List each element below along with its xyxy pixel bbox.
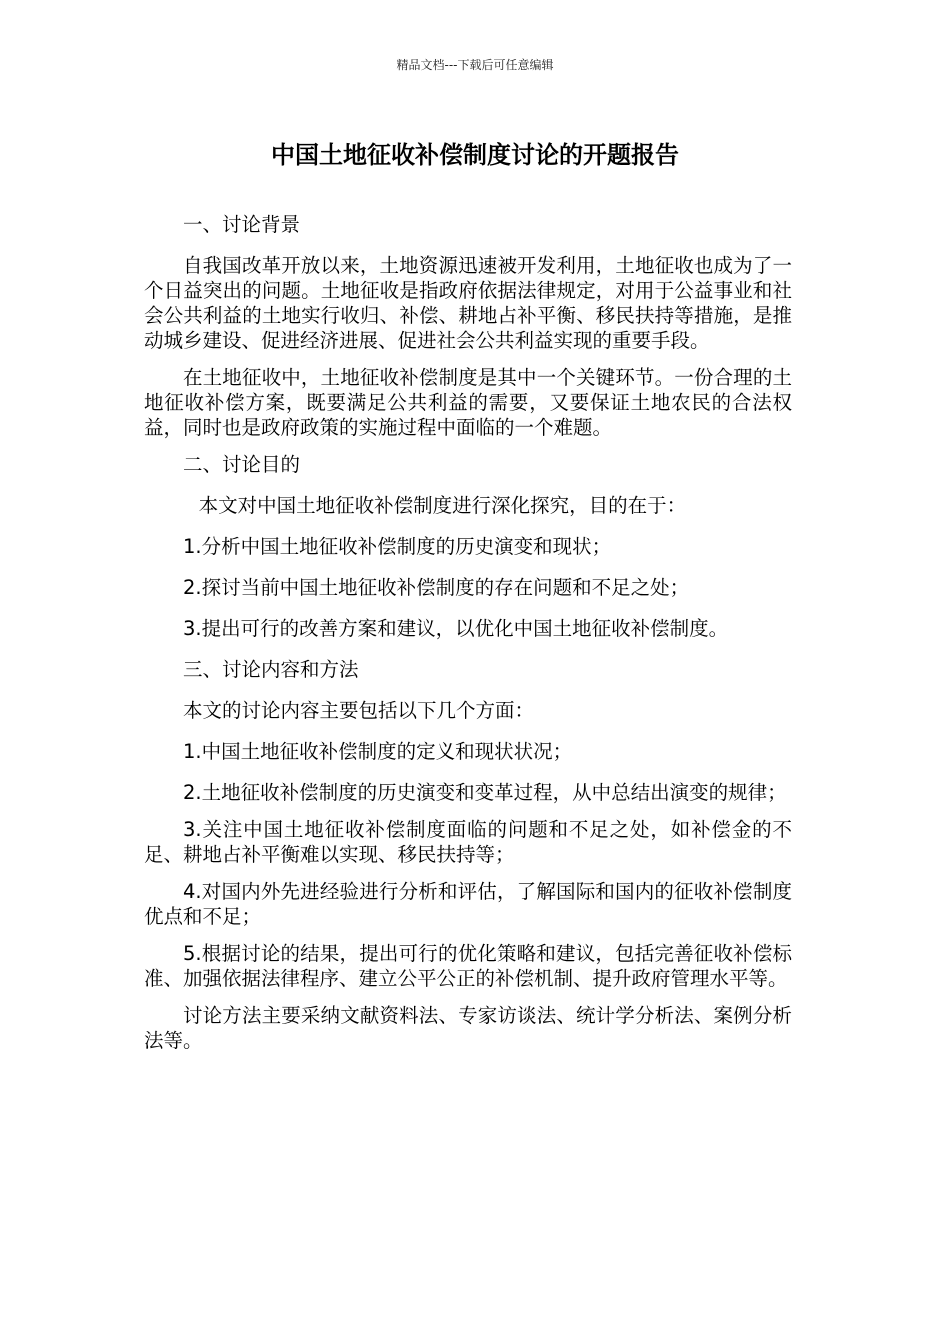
list-item: 1.分析中国土地征收补偿制度的历史演变和现状； (183, 535, 612, 558)
list-item: 3.提出可行的改善方案和建议，以优化中国土地征收补偿制度。 (183, 617, 729, 640)
paragraph: 本文对中国土地征收补偿制度进行深化探究，目的在于： (198, 494, 687, 517)
header-note: 精品文档---下载后可任意编辑 (396, 58, 554, 72)
document-body (144, 212, 792, 1065)
section-heading-content: 三、讨论内容和方法 (183, 658, 359, 681)
list-item: 5.根据讨论的结果，提出可行的优化策略和建议，包括完善征收补偿标准、加强依据法律程序、建立公平公正的补偿机制、提升政府管理水平等。 (144, 942, 792, 990)
list-item: 2.探讨当前中国土地征收补偿制度的存在问题和不足之处； (183, 576, 690, 599)
section-heading-background: 一、讨论背景 (183, 213, 301, 236)
list-item: 1.中国土地征收补偿制度的定义和现状状况； (183, 740, 573, 763)
list-item: 3.关注中国土地征收补偿制度面临的问题和不足之处，如补偿金的不足、耕地占补平衡难以实现、移民扶持等； (144, 818, 792, 866)
document-title: 中国土地征收补偿制度讨论的开题报告 (271, 141, 679, 169)
paragraph: 本文的讨论内容主要包括以下几个方面： (183, 699, 535, 722)
list-item: 4.对国内外先进经验进行分析和评估，了解国际和国内的征收补偿制度优点和不足； (144, 880, 792, 928)
paragraph: 讨论方法主要采纳文献资料法、专家访谈法、统计学分析法、案例分析法等。 (144, 1004, 792, 1052)
paragraph: 在土地征收中，土地征收补偿制度是其中一个关键环节。一份合理的土地征收补偿方案，既要满足公共利益的需要，又要保证土地农民的合法权益，同时也是政府政策的实施过程中面临的一个难题。 (144, 366, 792, 439)
paragraph: 自我国改革开放以来，土地资源迅速被开发利用，土地征收也成为了一个日益突出的问题。土地征收是指政府依据法律规定，对用于公益事业和社会公共利益的土地实行收归、补偿、耕地占补平衡、移民扶持等措施，是推动城乡建设、促进经济进展、促进社会公共利益实现的重要手段。 (144, 254, 792, 352)
section-heading-purpose: 二、讨论目的 (183, 453, 301, 476)
list-item: 2.土地征收补偿制度的历史演变和变革过程，从中总结出演变的规律； (183, 781, 787, 804)
